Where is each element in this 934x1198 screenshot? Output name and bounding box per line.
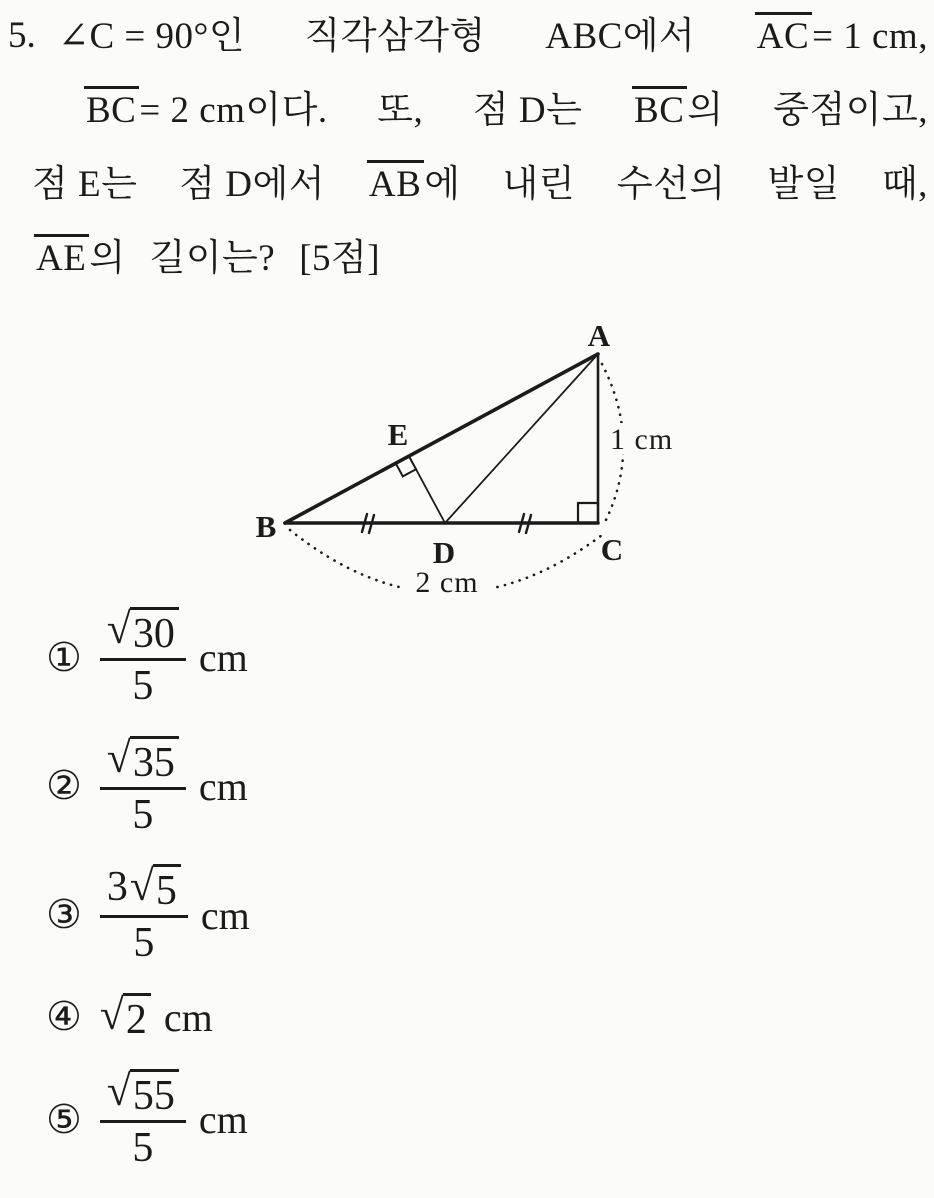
radical-sign-icon: √ [129, 862, 154, 911]
square-root [106, 733, 179, 786]
square-root [130, 864, 181, 913]
text-segment: 발일 [767, 164, 841, 205]
question-token [545, 13, 695, 60]
text-segment: 의 [687, 90, 724, 131]
radical-expression [107, 864, 181, 913]
choice-row [0, 733, 934, 838]
choice-number: ② [46, 763, 82, 810]
radical-expression [99, 990, 151, 1043]
choice-unit: cm [200, 892, 250, 938]
radical-expression [106, 1066, 179, 1119]
overlined-segment: BC [632, 86, 687, 131]
question-line [0, 234, 934, 282]
fraction-denominator: 5 [132, 791, 154, 838]
choice-unit: cm [163, 994, 213, 1040]
choice-row [0, 990, 934, 1043]
choice-unit: cm [198, 635, 248, 681]
choice-number: ① [46, 634, 82, 681]
overlined-segment: AB [367, 160, 424, 205]
text-segment: 점 D에서 [179, 164, 325, 205]
fraction-numerator [100, 1066, 186, 1120]
text-segment: 내린 [502, 164, 575, 205]
radical-expression [107, 607, 179, 656]
question-token [377, 87, 423, 134]
radical-sign-icon: √ [106, 605, 131, 653]
choice-expression [100, 607, 186, 709]
choice-expression [100, 733, 186, 838]
question-token [768, 161, 840, 208]
choice-number: ⑤ [46, 1096, 82, 1143]
text-segment: ∠C = 90°인 [58, 16, 246, 57]
text-segment: 직각삼각형 [304, 16, 486, 57]
question-token [632, 86, 724, 134]
radical-sign-icon: √ [99, 990, 124, 1039]
question-number: 5. [8, 15, 36, 56]
overlined-segment: AC [755, 12, 812, 57]
length-label-bc: 2 cm [415, 566, 479, 599]
choice-unit: cm [198, 1097, 248, 1143]
question-token [755, 12, 928, 60]
text-segment: 수선의 [616, 164, 726, 205]
question-line [0, 160, 934, 208]
question-line [0, 12, 934, 60]
text-segment: ABC에서 [545, 16, 696, 57]
text-segment: 의 [89, 238, 126, 279]
choice-number: ④ [46, 994, 82, 1041]
fraction [100, 733, 186, 838]
question-token [34, 234, 126, 282]
question-token [84, 86, 328, 134]
length-label-ac: 1 cm [610, 423, 674, 456]
radical-sign-icon: √ [106, 1066, 131, 1115]
vertex-label-d: D [432, 535, 456, 570]
question-token [773, 87, 928, 134]
vertex-label-b: B [255, 509, 277, 544]
fraction-denominator: 5 [132, 663, 154, 710]
overlined-segment: AE [34, 234, 89, 279]
question-token [473, 87, 582, 134]
text-segment: 점 E는 [32, 164, 138, 205]
choice-row [0, 864, 934, 966]
square-root [106, 1066, 179, 1119]
text-segment: 점 D는 [472, 90, 583, 131]
square-root [107, 607, 179, 656]
text-segment: 때, [881, 164, 928, 205]
question-token [150, 235, 276, 282]
fraction [100, 1066, 186, 1172]
choice-expression [100, 1066, 186, 1172]
question-token [305, 13, 486, 60]
square-root [99, 990, 151, 1043]
radicand: 2 [123, 993, 151, 1042]
radicand: 55 [130, 1069, 179, 1118]
radical-sign-icon: √ [106, 733, 131, 782]
fraction [100, 864, 188, 966]
question-token [179, 161, 325, 208]
question-token [502, 161, 574, 208]
fraction-numerator [100, 864, 188, 915]
choice-row [0, 1066, 934, 1172]
fraction-numerator [100, 607, 186, 658]
choice-unit: cm [198, 763, 248, 809]
radicand: 35 [130, 736, 179, 785]
choices [0, 607, 934, 1198]
question-line [0, 86, 934, 134]
fraction [100, 607, 186, 709]
right-angle-marker-c [578, 503, 598, 523]
fraction-denominator: 5 [132, 1125, 154, 1172]
text-segment: = 1 cm, [812, 16, 928, 57]
text-segment: [5점] [299, 238, 381, 279]
fraction-numerator [100, 733, 186, 787]
question-token [58, 13, 245, 60]
text-segment: = 2 cm이다. [139, 90, 328, 131]
radicand: 30 [130, 607, 179, 656]
radicand: 5 [153, 864, 181, 913]
radical-expression [106, 733, 179, 786]
text-segment: 에 [424, 164, 461, 205]
fraction-denominator: 5 [133, 920, 155, 967]
text-segment: 중점이고, [773, 90, 928, 131]
question-block [0, 12, 934, 308]
question-token [32, 161, 137, 208]
vertex-label-a: A [587, 318, 611, 353]
choice-expression [99, 990, 151, 1043]
vertex-label-e: E [387, 417, 409, 452]
choice-row [0, 607, 934, 709]
question-token [299, 235, 380, 282]
side-ab [285, 354, 598, 523]
segment-ad [445, 354, 598, 523]
choice-number: ③ [46, 892, 82, 939]
radical-coefficient: 3 [106, 864, 128, 911]
vertex-label-c: C [600, 532, 624, 567]
question-token [882, 161, 928, 208]
choice-expression [100, 864, 188, 966]
question-token [367, 160, 461, 208]
overlined-segment: BC [84, 86, 139, 131]
question-lines [0, 12, 934, 282]
text-segment: 또, [377, 90, 424, 131]
question-token [617, 161, 726, 208]
text-segment: 길이는? [149, 238, 276, 279]
